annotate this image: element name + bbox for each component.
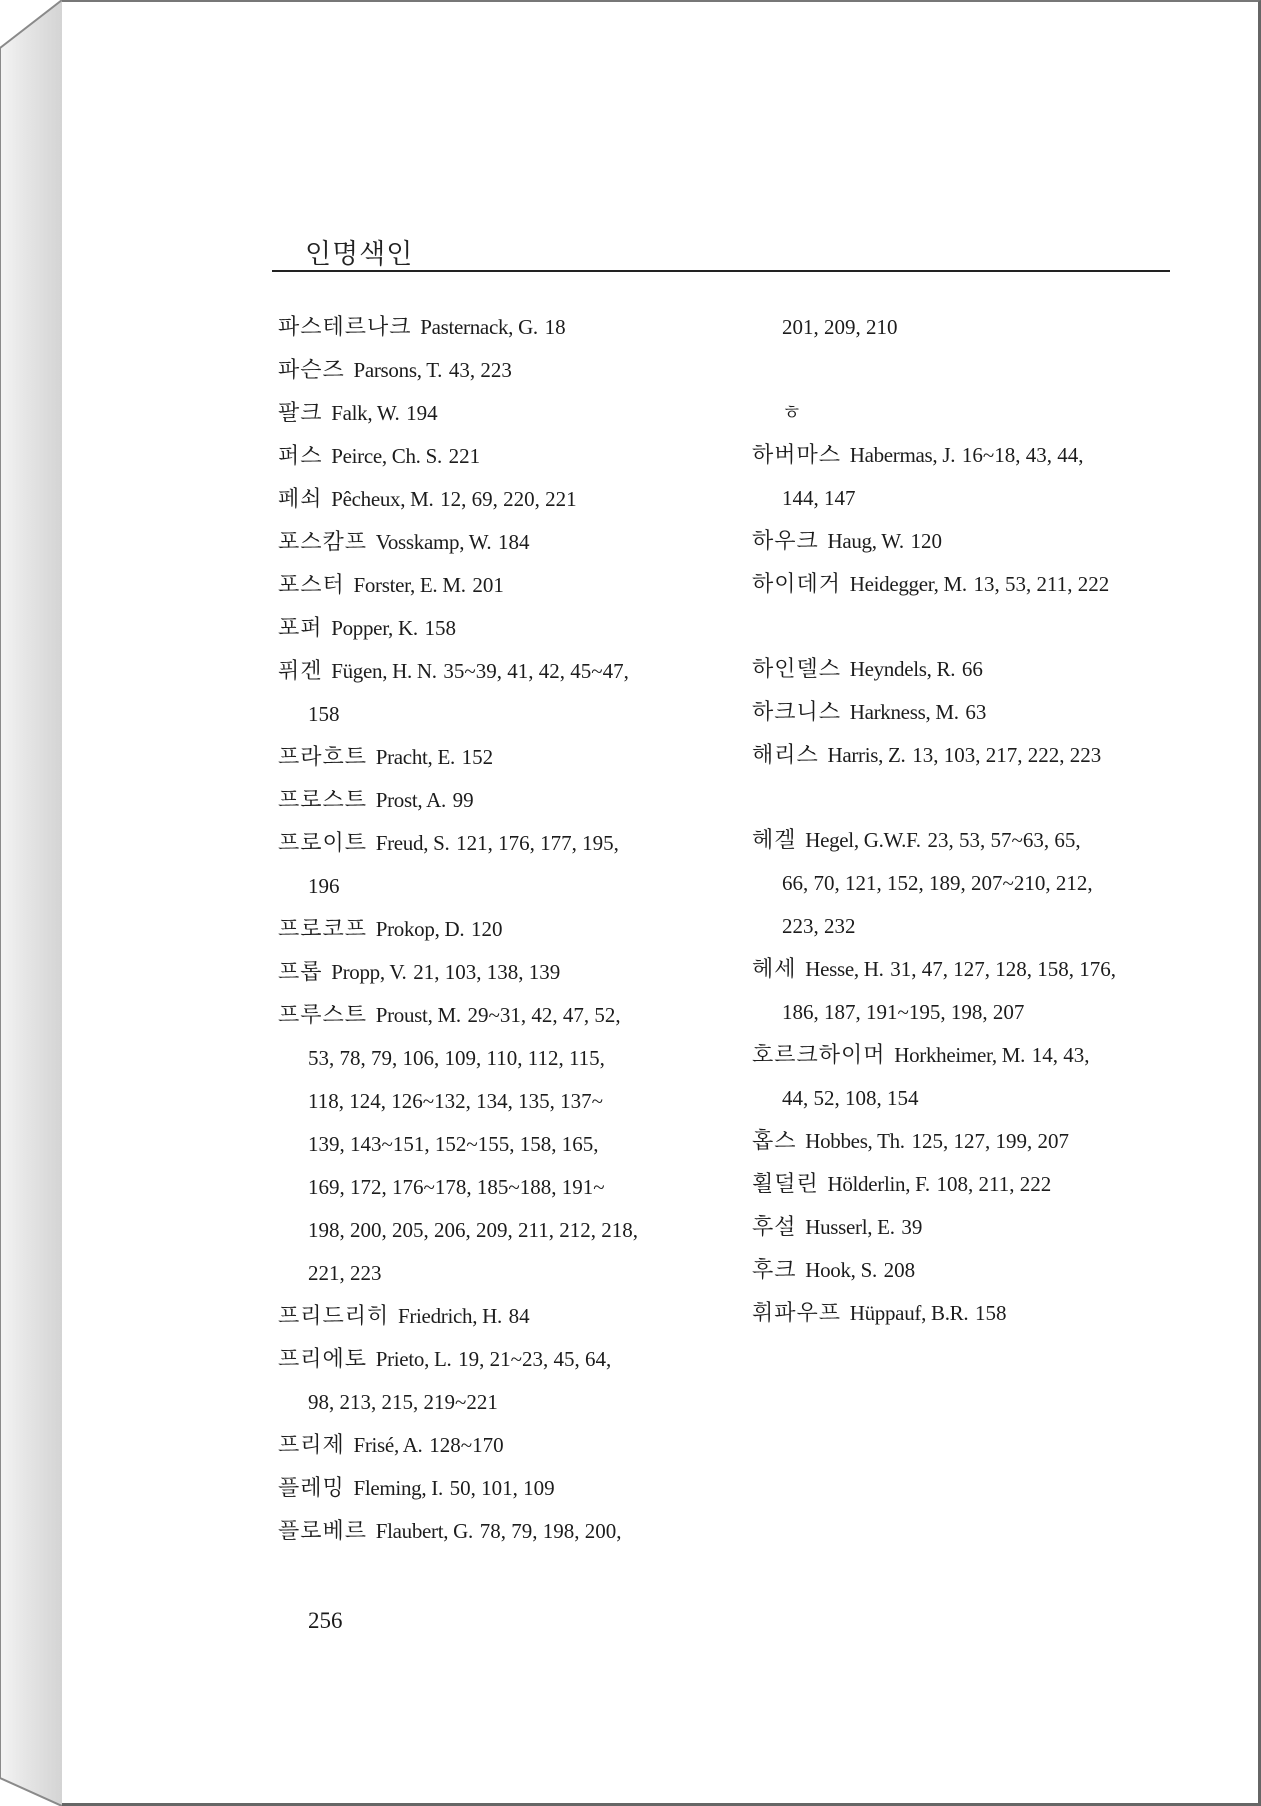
entry-original-name: Forster, E. M. [353, 573, 466, 597]
entry-pages-continued: 139, 143~151, 152~155, 158, 165, [308, 1132, 599, 1156]
spacer [752, 349, 1172, 391]
entry-korean-name: 해리스 [752, 743, 819, 768]
index-entry [752, 1163, 1172, 1206]
index-entry [278, 1295, 698, 1338]
entry-korean-name: 프리제 [278, 1433, 345, 1458]
entry-korean-name: 포스터 [278, 573, 345, 598]
entry-pages: 125, 127, 199, 207 [911, 1129, 1069, 1153]
index-entry [752, 1034, 1172, 1077]
entry-korean-name: 헤겔 [752, 828, 797, 853]
entry-original-name: Falk, W. [331, 401, 400, 425]
entry-pages: 152 [461, 745, 494, 769]
entry-pages: 184 [498, 530, 530, 554]
entry-pages: 66 [961, 657, 983, 681]
index-entry [278, 564, 698, 607]
entry-original-name: Friedrich, H. [397, 1304, 502, 1328]
entry-pages: 16~18, 43, 44, [961, 443, 1084, 467]
entry-original-name: Pracht, E. [375, 745, 455, 769]
entry-original-name: Pasternack, G. [420, 315, 538, 339]
entry-original-name: Prokop, D. [375, 917, 465, 941]
carryover-pages: 201, 209, 210 [782, 315, 898, 339]
entry-original-name: Hesse, H. [805, 957, 884, 981]
entry-korean-name: 포스캄프 [278, 530, 368, 555]
entry-pages-continued: 221, 223 [308, 1261, 382, 1285]
entry-korean-name: 파스테르나크 [278, 315, 412, 340]
entry-korean-name: 포퍼 [278, 616, 323, 641]
page-header-title: 인명색인 [305, 239, 414, 270]
entry-korean-name: 홉스 [752, 1129, 797, 1154]
entry-original-name: Heyndels, R. [849, 657, 956, 681]
entry-pages: 158 [424, 616, 456, 640]
entry-pages: 21, 103, 138, 139 [413, 960, 561, 984]
index-entry [278, 478, 698, 521]
entry-original-name: Horkheimer, M. [894, 1043, 1026, 1067]
entry-korean-name: 호르크하이머 [752, 1043, 886, 1068]
entry-original-name: Prieto, L. [375, 1347, 452, 1371]
entry-korean-name: 프로스트 [278, 788, 368, 813]
entry-korean-name: 후크 [752, 1258, 797, 1283]
entry-korean-name: 휘파우프 [752, 1301, 842, 1326]
entry-korean-name: 프리에토 [278, 1347, 368, 1372]
entry-pages: 201 [472, 573, 504, 597]
index-entry [278, 392, 698, 435]
entry-korean-name: 프리드리히 [278, 1304, 390, 1329]
entry-pages: 120 [910, 529, 942, 553]
entry-korean-name: 후설 [752, 1215, 797, 1240]
index-entry [752, 948, 1172, 991]
entry-korean-name: 플레밍 [278, 1476, 345, 1501]
entry-pages: 39 [901, 1215, 923, 1239]
entry-korean-name: 퍼스 [278, 444, 323, 469]
entry-pages: 23, 53, 57~63, 65, [927, 828, 1081, 852]
entry-pages: 108, 211, 222 [936, 1172, 1052, 1196]
index-entry [752, 520, 1172, 563]
entry-korean-name: 프라흐트 [278, 745, 368, 770]
entry-original-name: Proust, M. [375, 1003, 461, 1027]
entry-original-name: Hobbes, Th. [805, 1129, 905, 1153]
index-entry [278, 736, 698, 779]
index-entry [278, 435, 698, 478]
entry-original-name: Hegel, G.W.F. [805, 828, 921, 852]
entry-original-name: Flaubert, G. [375, 1519, 474, 1543]
entry-original-name: Popper, K. [331, 616, 418, 640]
index-entry [752, 734, 1172, 777]
book-page [62, 0, 1261, 1806]
entry-pages-continued: 223, 232 [782, 914, 856, 938]
entry-pages-continued: 158 [308, 702, 340, 726]
entry-korean-name: 파슨즈 [278, 358, 345, 383]
entry-pages-continued: 144, 147 [782, 486, 856, 510]
entry-pages-continued: 186, 187, 191~195, 198, 207 [782, 1000, 1025, 1024]
entry-original-name: Propp, V. [331, 960, 407, 984]
entry-pages: 78, 79, 198, 200, [479, 1519, 622, 1543]
index-entry [278, 1338, 698, 1381]
entry-pages: 29~31, 42, 47, 52, [467, 1003, 621, 1027]
spacer [752, 777, 1172, 819]
entry-korean-name: 프롭 [278, 960, 323, 985]
entry-korean-name: 프로이트 [278, 831, 368, 856]
book-spine-edge [0, 0, 63, 1806]
entry-original-name: Prost, A. [375, 788, 446, 812]
entry-pages: 12, 69, 220, 221 [440, 487, 577, 511]
entry-korean-name: 하우크 [752, 529, 819, 554]
entry-korean-name: 하인델스 [752, 657, 842, 682]
entry-original-name: Hook, S. [805, 1258, 877, 1282]
entry-pages: 35~39, 41, 42, 45~47, [443, 659, 629, 683]
entry-korean-name: 헤세 [752, 957, 797, 982]
index-entry [752, 648, 1172, 691]
index-entry [752, 1120, 1172, 1163]
index-entry [752, 819, 1172, 862]
entry-pages: 43, 223 [448, 358, 512, 382]
entry-pages: 63 [965, 700, 987, 724]
index-entries-right [752, 434, 1172, 1335]
entry-pages: 194 [406, 401, 438, 425]
entry-pages-continued: 118, 124, 126~132, 134, 135, 137~ [308, 1089, 603, 1113]
entry-korean-name: 페쇠 [278, 487, 323, 512]
entry-pages: 221 [448, 444, 481, 468]
entry-pages: 128~170 [429, 1433, 504, 1457]
entry-korean-name: 프로코프 [278, 917, 368, 942]
index-entry [278, 521, 698, 564]
entry-korean-name: 횔덜린 [752, 1172, 819, 1197]
index-entry [278, 349, 698, 392]
index-entry [752, 1249, 1172, 1292]
entry-pages-continued: 66, 70, 121, 152, 189, 207~210, 212, [782, 871, 1093, 895]
entry-korean-name: 하버마스 [752, 443, 842, 468]
index-entry [278, 908, 698, 951]
index-column-right [752, 306, 1172, 1335]
index-entry [752, 1206, 1172, 1249]
entry-original-name: Hölderlin, F. [827, 1172, 930, 1196]
index-entry [278, 951, 698, 994]
entry-pages: 120 [470, 917, 503, 941]
index-entry [752, 1292, 1172, 1335]
entry-pages: 14, 43, [1031, 1043, 1090, 1067]
entry-pages: 84 [508, 1304, 530, 1328]
entry-original-name: Haug, W. [827, 529, 904, 553]
entry-pages-continued: 198, 200, 205, 206, 209, 211, 212, 218, [308, 1218, 638, 1242]
entry-original-name: Husserl, E. [805, 1215, 895, 1239]
entry-original-name: Freud, S. [375, 831, 450, 855]
entry-korean-name: 프루스트 [278, 1003, 368, 1028]
entry-original-name: Peirce, Ch. S. [331, 444, 442, 468]
entry-original-name: Heidegger, M. [849, 572, 967, 596]
entry-pages: 13, 103, 217, 222, 223 [912, 743, 1102, 767]
spacer [752, 606, 1172, 648]
entry-original-name: Fleming, I. [353, 1476, 443, 1500]
index-entry [278, 1424, 698, 1467]
header-rule [272, 270, 1170, 272]
entry-original-name: Pêcheux, M. [331, 487, 434, 511]
entry-korean-name: 하이데거 [752, 572, 842, 597]
index-entry [278, 306, 698, 349]
entry-pages-continued: 196 [308, 874, 340, 898]
entry-pages-continued: 44, 52, 108, 154 [782, 1086, 919, 1110]
entry-pages-continued: 53, 78, 79, 106, 109, 110, 112, 115, [308, 1046, 605, 1070]
entry-pages: 121, 176, 177, 195, [456, 831, 619, 855]
entry-pages: 208 [883, 1258, 916, 1282]
entry-korean-name: 퓌겐 [278, 659, 323, 684]
index-entry [278, 1467, 698, 1510]
page-number: 256 [308, 1608, 343, 1633]
index-entry [278, 607, 698, 650]
entry-original-name: Frisé, A. [353, 1433, 423, 1457]
entry-original-name: Hüppauf, B.R. [849, 1301, 969, 1325]
entry-korean-name: 하크니스 [752, 700, 842, 725]
entry-pages: 13, 53, 211, 222 [973, 572, 1110, 596]
index-entry [278, 994, 698, 1037]
index-entry [752, 691, 1172, 734]
entry-pages-continued: 98, 213, 215, 219~221 [308, 1390, 498, 1414]
entry-pages-continued: 169, 172, 176~178, 185~188, 191~ [308, 1175, 605, 1199]
entry-original-name: Parsons, T. [353, 358, 443, 382]
index-entry [752, 434, 1172, 477]
entry-original-name: Harkness, M. [849, 700, 959, 724]
entry-original-name: Harris, Z. [827, 743, 906, 767]
entry-original-name: Habermas, J. [849, 443, 956, 467]
index-entry [278, 822, 698, 865]
entry-korean-name: 팔크 [278, 401, 323, 426]
index-entry [752, 563, 1172, 606]
entry-pages: 19, 21~23, 45, 64, [458, 1347, 612, 1371]
section-letter-heading: ㅎ [782, 400, 802, 424]
entry-original-name: Vosskamp, W. [375, 530, 492, 554]
index-entry [278, 650, 698, 693]
entry-pages: 158 [974, 1301, 1007, 1325]
index-entry [278, 1510, 698, 1553]
entry-pages: 31, 47, 127, 128, 158, 176, [890, 957, 1117, 981]
entry-pages: 50, 101, 109 [449, 1476, 555, 1500]
index-entry [278, 779, 698, 822]
entry-original-name: Fügen, H. N. [331, 659, 437, 683]
entry-korean-name: 플로베르 [278, 1519, 368, 1544]
entry-pages: 18 [544, 315, 566, 339]
index-column-left [278, 306, 698, 1553]
entry-pages: 99 [452, 788, 474, 812]
